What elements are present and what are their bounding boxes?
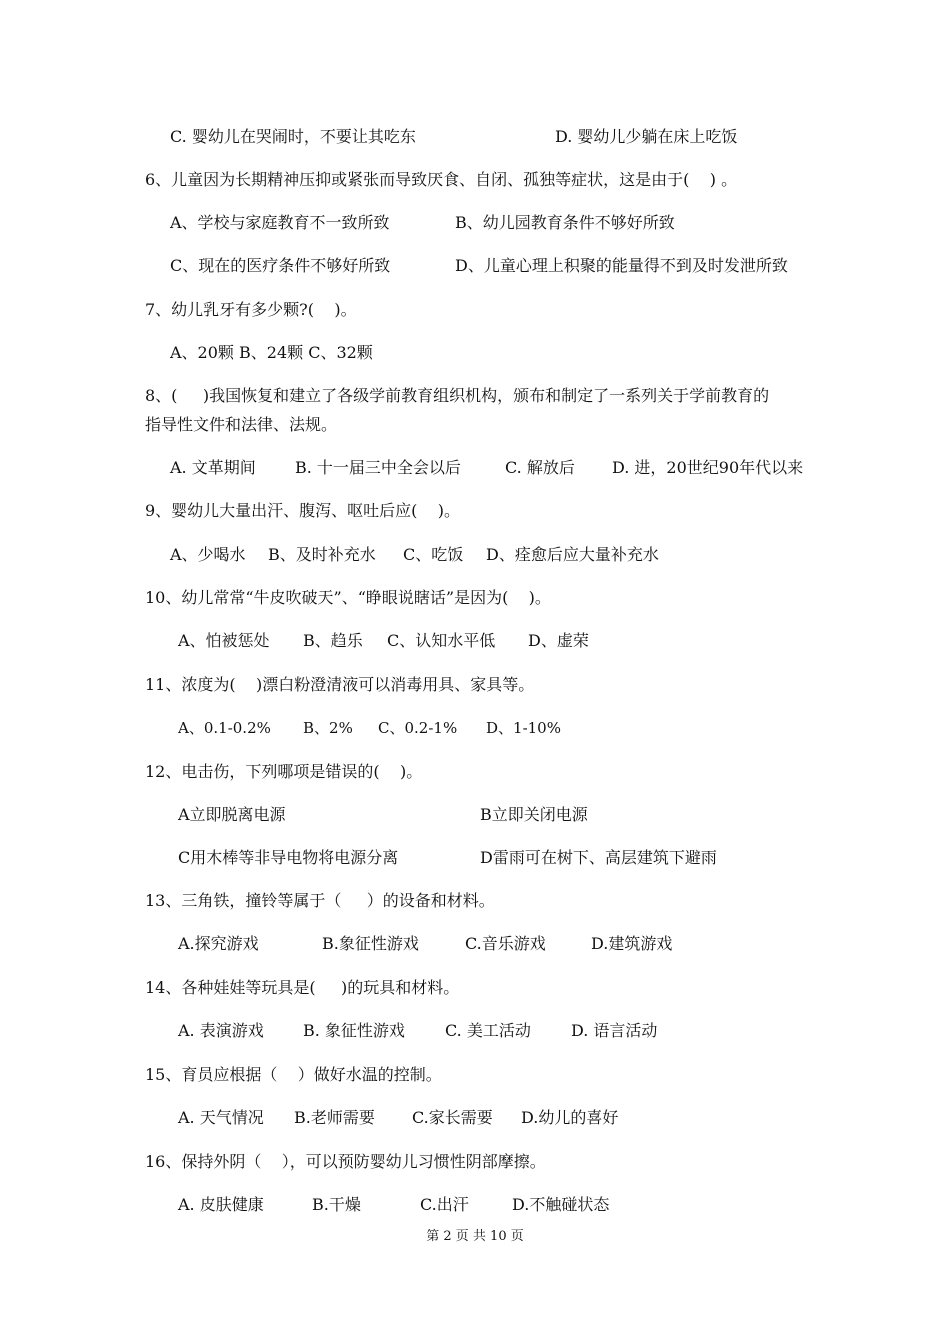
question-9-option-b: B、及时补充水 xyxy=(268,545,376,564)
question-16-option-b: B.干燥 xyxy=(312,1195,361,1214)
page-number: 第 2 页 共 10 页 xyxy=(426,1229,524,1244)
question-9-option-d: D、痊愈后应大量补充水 xyxy=(486,545,659,564)
question-16-option-d: D.不触碰状态 xyxy=(512,1195,610,1214)
question-8-option-c: C. 解放后 xyxy=(505,458,575,477)
question-13-option-d: D.建筑游戏 xyxy=(591,934,673,953)
question-12-option-a: A立即脱离电源 xyxy=(178,805,286,824)
question-14-stem: 14、各种娃娃等玩具是( )的玩具和材料。 xyxy=(145,978,460,997)
question-16-stem: 16、保持外阴（ ），可以预防婴幼儿习惯性阴部摩擦。 xyxy=(145,1152,546,1171)
question-8-option-b: B. 十一届三中全会以后 xyxy=(295,458,461,477)
question-11-option-d: D、1-10% xyxy=(486,719,561,737)
question-6-option-a: A、学校与家庭教育不一致所致 xyxy=(170,213,390,232)
question-9-stem: 9、婴幼儿大量出汗、腹泻、呕吐后应( )。 xyxy=(145,501,461,520)
question-6-stem: 6、儿童因为长期精神压抑或紧张而导致厌食、自闭、孤独等症状，这是由于( ) 。 xyxy=(145,170,738,189)
question-12-option-c: C用木棒等非导电物将电源分离 xyxy=(178,848,399,867)
question-11-stem: 11、浓度为( )漂白粉澄清液可以消毒用具、家具等。 xyxy=(145,675,535,694)
option-c-prev: C. 婴幼儿在哭闹时，不要让其吃东 xyxy=(170,127,416,146)
question-16-option-a: A. 皮肤健康 xyxy=(178,1195,264,1214)
question-10-option-c: C、认知水平低 xyxy=(387,631,496,650)
question-7-stem: 7、幼儿乳牙有多少颗?( )。 xyxy=(145,300,357,319)
question-11-option-c: C、0.2-1% xyxy=(378,719,458,737)
question-8-stem-line-2: 指导性文件和法律、法规。 xyxy=(145,415,338,434)
question-14-option-a: A. 表演游戏 xyxy=(178,1021,264,1040)
question-6-option-d: D、儿童心理上积聚的能量得不到及时发泄所致 xyxy=(455,256,788,275)
question-7-options: A、20颗 B、24颗 C、32颗 xyxy=(170,343,373,362)
question-10-option-a: A、怕被惩处 xyxy=(178,631,270,650)
question-13-option-c: C.音乐游戏 xyxy=(465,934,546,953)
question-16-option-c: C.出汗 xyxy=(420,1195,469,1214)
question-8-stem-line-1: 8、( )我国恢复和建立了各级学前教育组织机构，颁布和制定了一系列关于学前教育的 xyxy=(145,386,770,405)
question-11-option-b: B、2% xyxy=(303,719,353,737)
question-10-stem: 10、幼儿常常“牛皮吹破天”、“睁眼说瞎话”是因为( )。 xyxy=(145,588,551,607)
question-13-stem: 13、三角铁，撞铃等属于（ ）的设备和材料。 xyxy=(145,891,495,910)
question-10-option-b: B、趋乐 xyxy=(303,631,363,650)
question-9-option-c: C、吃饭 xyxy=(403,545,464,564)
question-13-option-b: B.象征性游戏 xyxy=(322,934,419,953)
question-15-stem: 15、育员应根据（ ）做好水温的控制。 xyxy=(145,1065,442,1084)
question-15-option-c: C.家长需要 xyxy=(412,1108,493,1127)
question-15-option-d: D.幼儿的喜好 xyxy=(521,1108,619,1127)
question-14-option-b: B. 象征性游戏 xyxy=(303,1021,405,1040)
question-11-option-a: A、0.1-0.2% xyxy=(178,719,271,737)
question-6-option-c: C、现在的医疗条件不够好所致 xyxy=(170,256,391,275)
question-8-option-d: D. 进，20世纪90年代以来 xyxy=(612,458,804,477)
question-9-option-a: A、少喝水 xyxy=(170,545,246,564)
option-d-prev: D. 婴幼儿少躺在床上吃饭 xyxy=(555,127,738,146)
question-13-option-a: A.探究游戏 xyxy=(178,934,259,953)
question-14-option-c: C. 美工活动 xyxy=(445,1021,531,1040)
question-10-option-d: D、虚荣 xyxy=(528,631,589,650)
question-12-option-d: D雷雨可在树下、高层建筑下避雨 xyxy=(480,848,717,867)
question-15-option-a: A. 天气情况 xyxy=(178,1108,264,1127)
question-15-option-b: B.老师需要 xyxy=(294,1108,375,1127)
question-14-option-d: D. 语言活动 xyxy=(571,1021,658,1040)
question-12-stem: 12、电击伤，下列哪项是错误的( )。 xyxy=(145,762,423,781)
question-8-option-a: A. 文革期间 xyxy=(170,458,256,477)
question-12-option-b: B立即关闭电源 xyxy=(480,805,588,824)
question-6-option-b: B、幼儿园教育条件不够好所致 xyxy=(455,213,675,232)
